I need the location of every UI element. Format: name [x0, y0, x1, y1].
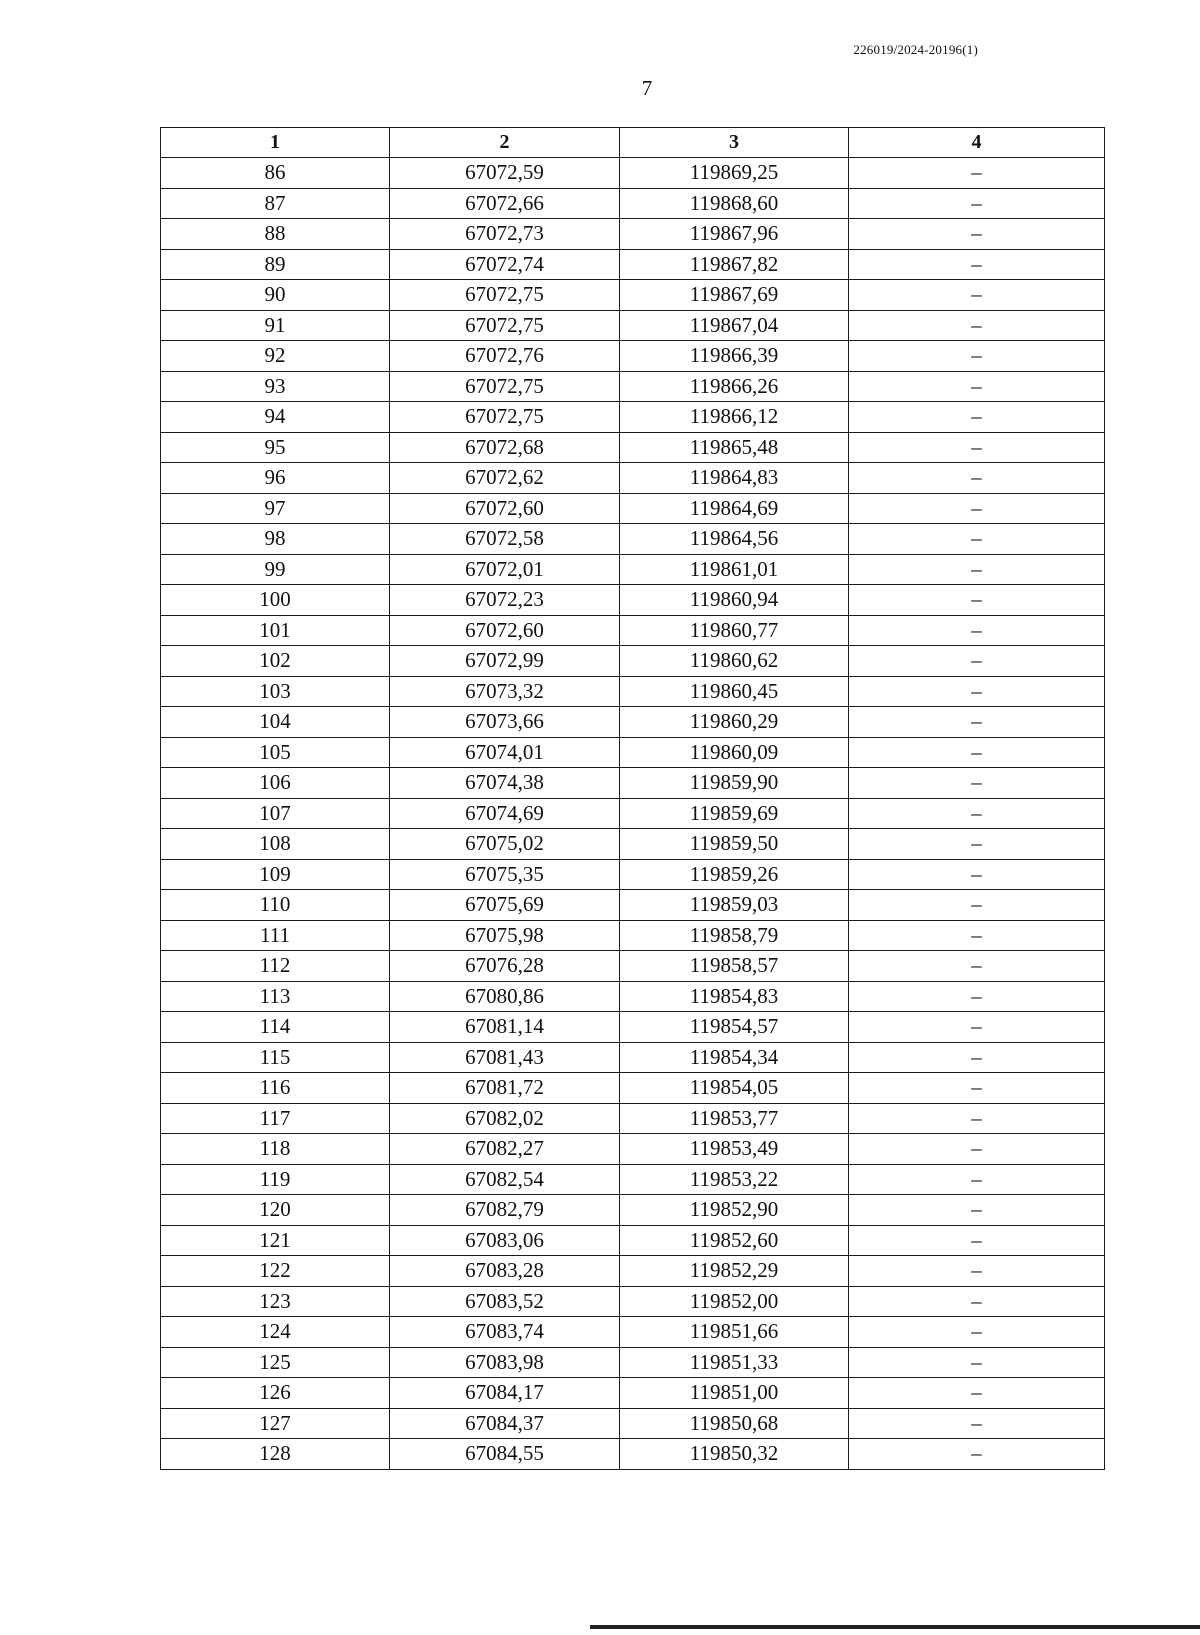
table-cell-col-3: 119860,09 [620, 737, 849, 768]
table-cell-col-3: 119866,12 [620, 402, 849, 433]
table-cell-col-3: 119853,77 [620, 1103, 849, 1134]
table-row [161, 371, 1105, 402]
table-cell-col-3: 119866,39 [620, 341, 849, 372]
table-cell-col-4: – [849, 493, 1105, 524]
table-row [161, 432, 1105, 463]
table-cell-col-1: 112 [161, 951, 390, 982]
table-cell-col-1: 119 [161, 1164, 390, 1195]
table-cell-col-2: 67082,79 [390, 1195, 620, 1226]
table-cell-col-2: 67083,74 [390, 1317, 620, 1348]
table-cell-col-3: 119860,77 [620, 615, 849, 646]
table-cell-col-4: – [849, 615, 1105, 646]
table-row [161, 463, 1105, 494]
table-cell-col-3: 119851,66 [620, 1317, 849, 1348]
table-cell-col-1: 122 [161, 1256, 390, 1287]
table-cell-col-1: 115 [161, 1042, 390, 1073]
table-cell-col-4: – [849, 737, 1105, 768]
table-cell-col-4: – [849, 859, 1105, 890]
table-cell-col-3: 119859,90 [620, 768, 849, 799]
page-number: 7 [641, 76, 653, 100]
table-cell-col-1: 97 [161, 493, 390, 524]
table-cell-col-4: – [849, 1164, 1105, 1195]
table-row [161, 707, 1105, 738]
table-cell-col-1: 100 [161, 585, 390, 616]
table-cell-col-3: 119852,00 [620, 1286, 849, 1317]
table-cell-col-2: 67081,72 [390, 1073, 620, 1104]
table-cell-col-3: 119868,60 [620, 188, 849, 219]
table-row [161, 1256, 1105, 1287]
table-row [161, 1439, 1105, 1470]
table-cell-col-1: 121 [161, 1225, 390, 1256]
table-cell-col-4: – [849, 402, 1105, 433]
table-cell-col-2: 67072,75 [390, 371, 620, 402]
table-cell-col-2: 67083,52 [390, 1286, 620, 1317]
table-cell-col-2: 67073,32 [390, 676, 620, 707]
table-cell-col-2: 67072,66 [390, 188, 620, 219]
table-cell-col-2: 67084,17 [390, 1378, 620, 1409]
table-cell-col-2: 67084,55 [390, 1439, 620, 1470]
table-cell-col-4: – [849, 646, 1105, 677]
table-cell-col-4: – [849, 1317, 1105, 1348]
table-cell-col-4: – [849, 768, 1105, 799]
table-cell-col-1: 117 [161, 1103, 390, 1134]
table-cell-col-2: 67072,60 [390, 493, 620, 524]
table-cell-col-4: – [849, 554, 1105, 585]
table-cell-col-3: 119867,69 [620, 280, 849, 311]
table-cell-col-1: 113 [161, 981, 390, 1012]
table-row [161, 1042, 1105, 1073]
table-row [161, 585, 1105, 616]
table-cell-col-4: – [849, 188, 1105, 219]
table-cell-col-4: – [849, 585, 1105, 616]
bottom-rule [590, 1625, 1200, 1629]
table-cell-col-1: 109 [161, 859, 390, 890]
table-cell-col-2: 67072,59 [390, 158, 620, 189]
table-cell-col-1: 96 [161, 463, 390, 494]
column-header-1: 1 [161, 128, 390, 158]
table-row [161, 1408, 1105, 1439]
table-cell-col-2: 67075,02 [390, 829, 620, 860]
table-cell-col-3: 119854,83 [620, 981, 849, 1012]
table-row [161, 1164, 1105, 1195]
table-cell-col-1: 124 [161, 1317, 390, 1348]
table-row [161, 920, 1105, 951]
table-cell-col-3: 119859,03 [620, 890, 849, 921]
table-cell-col-4: – [849, 890, 1105, 921]
table-cell-col-4: – [849, 1042, 1105, 1073]
table-row [161, 158, 1105, 189]
table-cell-col-1: 91 [161, 310, 390, 341]
table-cell-col-3: 119867,04 [620, 310, 849, 341]
table-row [161, 1286, 1105, 1317]
table-cell-col-2: 67072,62 [390, 463, 620, 494]
table-row [161, 1073, 1105, 1104]
table-cell-col-4: – [849, 1286, 1105, 1317]
table-cell-col-4: – [849, 219, 1105, 250]
table-cell-col-1: 110 [161, 890, 390, 921]
table-cell-col-1: 103 [161, 676, 390, 707]
table-cell-col-4: – [849, 280, 1105, 311]
table-cell-col-1: 92 [161, 341, 390, 372]
table-cell-col-1: 88 [161, 219, 390, 250]
table-cell-col-1: 99 [161, 554, 390, 585]
table-cell-col-4: – [849, 1134, 1105, 1165]
table-cell-col-3: 119865,48 [620, 432, 849, 463]
table-cell-col-1: 111 [161, 920, 390, 951]
table-row [161, 646, 1105, 677]
table-cell-col-1: 128 [161, 1439, 390, 1470]
table-cell-col-1: 127 [161, 1408, 390, 1439]
table-row [161, 402, 1105, 433]
table-cell-col-1: 94 [161, 402, 390, 433]
table-row [161, 310, 1105, 341]
table-cell-col-2: 67072,23 [390, 585, 620, 616]
table-cell-col-4: – [849, 1195, 1105, 1226]
table-cell-col-1: 114 [161, 1012, 390, 1043]
table-cell-col-4: – [849, 981, 1105, 1012]
table-cell-col-4: – [849, 920, 1105, 951]
table-row [161, 1225, 1105, 1256]
table-cell-col-4: – [849, 1378, 1105, 1409]
table-row [161, 890, 1105, 921]
table-row [161, 280, 1105, 311]
table-cell-col-3: 119858,79 [620, 920, 849, 951]
table-cell-col-2: 67072,60 [390, 615, 620, 646]
table-cell-col-2: 67082,02 [390, 1103, 620, 1134]
table-cell-col-3: 119864,56 [620, 524, 849, 555]
table-cell-col-3: 119854,34 [620, 1042, 849, 1073]
table-cell-col-1: 95 [161, 432, 390, 463]
table-cell-col-4: – [849, 1256, 1105, 1287]
column-header-4: 4 [849, 128, 1105, 158]
table-cell-col-3: 119860,94 [620, 585, 849, 616]
table-row [161, 829, 1105, 860]
table-cell-col-2: 67074,01 [390, 737, 620, 768]
table-cell-col-4: – [849, 1103, 1105, 1134]
table-body [161, 158, 1105, 1470]
table-cell-col-1: 102 [161, 646, 390, 677]
table-cell-col-2: 67072,76 [390, 341, 620, 372]
table-row [161, 249, 1105, 280]
table-cell-col-2: 67072,74 [390, 249, 620, 280]
table-cell-col-3: 119869,25 [620, 158, 849, 189]
table-cell-col-3: 119866,26 [620, 371, 849, 402]
table-cell-col-2: 67072,75 [390, 402, 620, 433]
table-cell-col-1: 104 [161, 707, 390, 738]
table-cell-col-1: 123 [161, 1286, 390, 1317]
table-row [161, 1195, 1105, 1226]
table-cell-col-1: 105 [161, 737, 390, 768]
table-cell-col-2: 67072,73 [390, 219, 620, 250]
table-cell-col-2: 67081,14 [390, 1012, 620, 1043]
table-cell-col-3: 119854,05 [620, 1073, 849, 1104]
table-cell-col-3: 119850,32 [620, 1439, 849, 1470]
table-cell-col-2: 67080,86 [390, 981, 620, 1012]
table-cell-col-4: – [849, 1408, 1105, 1439]
table-cell-col-2: 67076,28 [390, 951, 620, 982]
table-cell-col-4: – [849, 1073, 1105, 1104]
table-row [161, 493, 1105, 524]
table-cell-col-3: 119867,96 [620, 219, 849, 250]
table-cell-col-3: 119860,62 [620, 646, 849, 677]
table-cell-col-2: 67072,75 [390, 280, 620, 311]
table-cell-col-4: – [849, 432, 1105, 463]
table-cell-col-2: 67082,54 [390, 1164, 620, 1195]
table-cell-col-1: 125 [161, 1347, 390, 1378]
table-cell-col-4: – [849, 341, 1105, 372]
table-row [161, 768, 1105, 799]
table-cell-col-2: 67075,98 [390, 920, 620, 951]
table-cell-col-2: 67073,66 [390, 707, 620, 738]
table-cell-col-3: 119852,90 [620, 1195, 849, 1226]
table-cell-col-2: 67074,69 [390, 798, 620, 829]
document-id: 226019/2024-20196(1) [853, 42, 978, 57]
table-cell-col-4: – [849, 371, 1105, 402]
table-cell-col-4: – [849, 463, 1105, 494]
table-cell-col-3: 119861,01 [620, 554, 849, 585]
table-cell-col-3: 119853,49 [620, 1134, 849, 1165]
table-cell-col-2: 67082,27 [390, 1134, 620, 1165]
table-row [161, 524, 1105, 555]
table-cell-col-2: 67072,01 [390, 554, 620, 585]
table-cell-col-1: 101 [161, 615, 390, 646]
table-cell-col-3: 119867,82 [620, 249, 849, 280]
table-cell-col-4: – [849, 1347, 1105, 1378]
table-cell-col-2: 67081,43 [390, 1042, 620, 1073]
table-cell-col-3: 119851,00 [620, 1378, 849, 1409]
table-cell-col-2: 67072,99 [390, 646, 620, 677]
table-cell-col-1: 108 [161, 829, 390, 860]
table-cell-col-3: 119864,83 [620, 463, 849, 494]
table-cell-col-3: 119850,68 [620, 1408, 849, 1439]
column-header-3: 3 [620, 128, 849, 158]
table-cell-col-4: – [849, 310, 1105, 341]
table-cell-col-1: 120 [161, 1195, 390, 1226]
table-row [161, 188, 1105, 219]
table-cell-col-4: – [849, 676, 1105, 707]
table-cell-col-3: 119864,69 [620, 493, 849, 524]
table-row [161, 1012, 1105, 1043]
table-row [161, 737, 1105, 768]
table-cell-col-1: 107 [161, 798, 390, 829]
coordinates-table [160, 127, 1105, 1470]
table-cell-col-3: 119859,50 [620, 829, 849, 860]
table-cell-col-3: 119860,29 [620, 707, 849, 738]
table-cell-col-1: 116 [161, 1073, 390, 1104]
table-row [161, 554, 1105, 585]
table-header-row [161, 128, 1105, 158]
table-cell-col-4: – [849, 524, 1105, 555]
table-row [161, 615, 1105, 646]
table-cell-col-3: 119854,57 [620, 1012, 849, 1043]
table-cell-col-3: 119853,22 [620, 1164, 849, 1195]
table-row [161, 1134, 1105, 1165]
table-cell-col-1: 89 [161, 249, 390, 280]
table-cell-col-4: – [849, 1225, 1105, 1256]
table-row [161, 219, 1105, 250]
table-cell-col-4: – [849, 1439, 1105, 1470]
table-cell-col-3: 119852,29 [620, 1256, 849, 1287]
table-cell-col-1: 126 [161, 1378, 390, 1409]
table-cell-col-2: 67083,28 [390, 1256, 620, 1287]
table-cell-col-1: 93 [161, 371, 390, 402]
table-cell-col-2: 67072,75 [390, 310, 620, 341]
table-cell-col-4: – [849, 1012, 1105, 1043]
table-cell-col-2: 67075,69 [390, 890, 620, 921]
table-row [161, 341, 1105, 372]
table-row [161, 1347, 1105, 1378]
table-cell-col-3: 119859,26 [620, 859, 849, 890]
table-row [161, 1317, 1105, 1348]
table-row [161, 981, 1105, 1012]
table-cell-col-1: 86 [161, 158, 390, 189]
table-cell-col-1: 90 [161, 280, 390, 311]
table-cell-col-1: 106 [161, 768, 390, 799]
table-row [161, 798, 1105, 829]
table-row [161, 859, 1105, 890]
table-cell-col-1: 87 [161, 188, 390, 219]
table-cell-col-3: 119859,69 [620, 798, 849, 829]
table-row [161, 951, 1105, 982]
table-cell-col-1: 98 [161, 524, 390, 555]
table-cell-col-2: 67083,06 [390, 1225, 620, 1256]
table-row [161, 1103, 1105, 1134]
table-cell-col-2: 67072,58 [390, 524, 620, 555]
table-cell-col-2: 67075,35 [390, 859, 620, 890]
table-cell-col-1: 118 [161, 1134, 390, 1165]
table-row [161, 1378, 1105, 1409]
table-cell-col-4: – [849, 249, 1105, 280]
table-cell-col-3: 119852,60 [620, 1225, 849, 1256]
table-cell-col-4: – [849, 158, 1105, 189]
table-cell-col-2: 67074,38 [390, 768, 620, 799]
table-cell-col-4: – [849, 707, 1105, 738]
table-cell-col-2: 67083,98 [390, 1347, 620, 1378]
table-cell-col-3: 119851,33 [620, 1347, 849, 1378]
column-header-2: 2 [390, 128, 620, 158]
table-cell-col-3: 119858,57 [620, 951, 849, 982]
table-row [161, 676, 1105, 707]
table-cell-col-4: – [849, 798, 1105, 829]
table-cell-col-2: 67084,37 [390, 1408, 620, 1439]
table-cell-col-2: 67072,68 [390, 432, 620, 463]
table-cell-col-4: – [849, 951, 1105, 982]
table-cell-col-3: 119860,45 [620, 676, 849, 707]
table-cell-col-4: – [849, 829, 1105, 860]
